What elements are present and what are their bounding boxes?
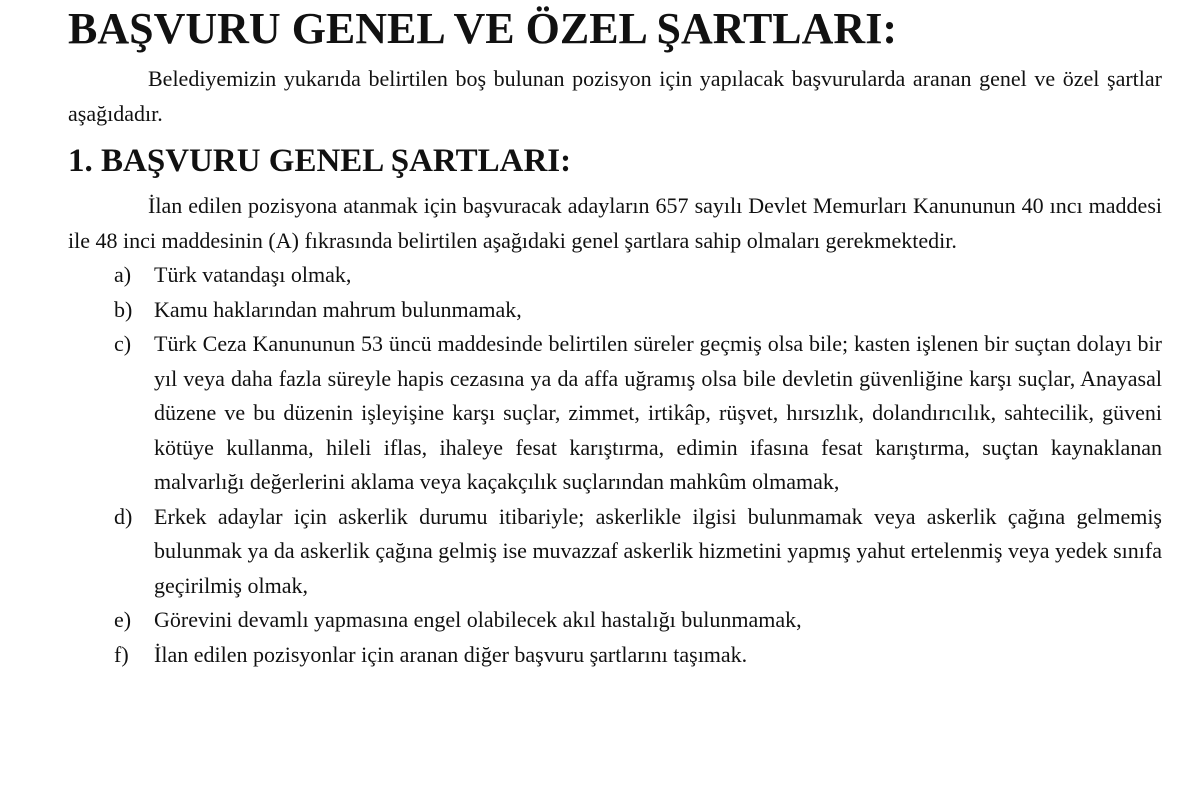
intro-paragraph: Belediyemizin yukarıda belirtilen boş bulunan pozisyon için yapılacak başvurularda aranan genel ve özel şartlar aşağıdadır. (68, 66, 1162, 126)
list-item-text: Erkek adaylar için askerlik durumu itibariyle; askerlikle ilgisi bulunmamak veya askerlik çağına gelmemiş bulunmak ya da askerlik çağına gelmiş ise muvazzaf askerlik hizmetini yapmış yahut ertelenmiş veya yedek sınıfa geçirilmiş olmak, (154, 503, 1162, 598)
list-item-marker: f) (114, 641, 129, 667)
list-item-text: Kamu haklarından mahrum bulunmamak, (154, 296, 522, 322)
list-item-marker: d) (114, 503, 133, 529)
list-item-marker: c) (114, 331, 132, 356)
list-item-marker: a) (114, 262, 132, 287)
list-item-text: Türk vatandaşı olmak, (154, 262, 352, 287)
list-item (68, 500, 1162, 604)
requirements-list (68, 258, 1162, 672)
section-heading: 1. BAŞVURU GENEL ŞARTLARI: (68, 143, 572, 179)
list-item (68, 327, 1162, 500)
list-item (68, 603, 1162, 638)
list-item (68, 638, 1162, 673)
list-item-marker: e) (114, 607, 132, 632)
list-item-marker: b) (114, 296, 133, 322)
list-item (68, 293, 1162, 328)
list-item-text: İlan edilen pozisyonlar için aranan diğer başvuru şartlarını taşımak. (154, 641, 748, 667)
list-item-text: Türk Ceza Kanununun 53 üncü maddesinde belirtilen süreler geçmiş olsa bile; kasten işlenen bir suçtan dolayı bir yıl veya daha fazla süreyle hapis cezasına ya da affa uğramış olsa bile devletin güvenliğine karşı suçlar, Anayasal düzene ve bu düzenin işleyişine karşı suçlar, zimmet, irtikâp, rüşvet, hırsızlık, dolandırıcılık, sahtecilik, güveni kötüye kullanma, hileli iflas, ihaleye fesat karıştırma, edimin ifasına fesat karıştırma, suçtan kaynaklanan malvarlığı değerlerini aklama veya kaçakçılık suçlarından mahkûm olmamak, (154, 331, 1162, 494)
list-item (68, 258, 1162, 293)
document-title: BAŞVURU GENEL VE ÖZEL ŞARTLARI: (68, 4, 897, 53)
list-item-text: Görevini devamlı yapmasına engel olabilecek akıl hastalığı bulunmamak, (154, 607, 802, 632)
section-paragraph: İlan edilen pozisyona atanmak için başvuracak adayların 657 sayılı Devlet Memurları Kanununun 40 ıncı maddesi ile 48 inci maddesinin (A) fıkrasında belirtilen aşağıdaki genel şartlara sahip olmaları gerekmektedir. (68, 193, 1162, 253)
